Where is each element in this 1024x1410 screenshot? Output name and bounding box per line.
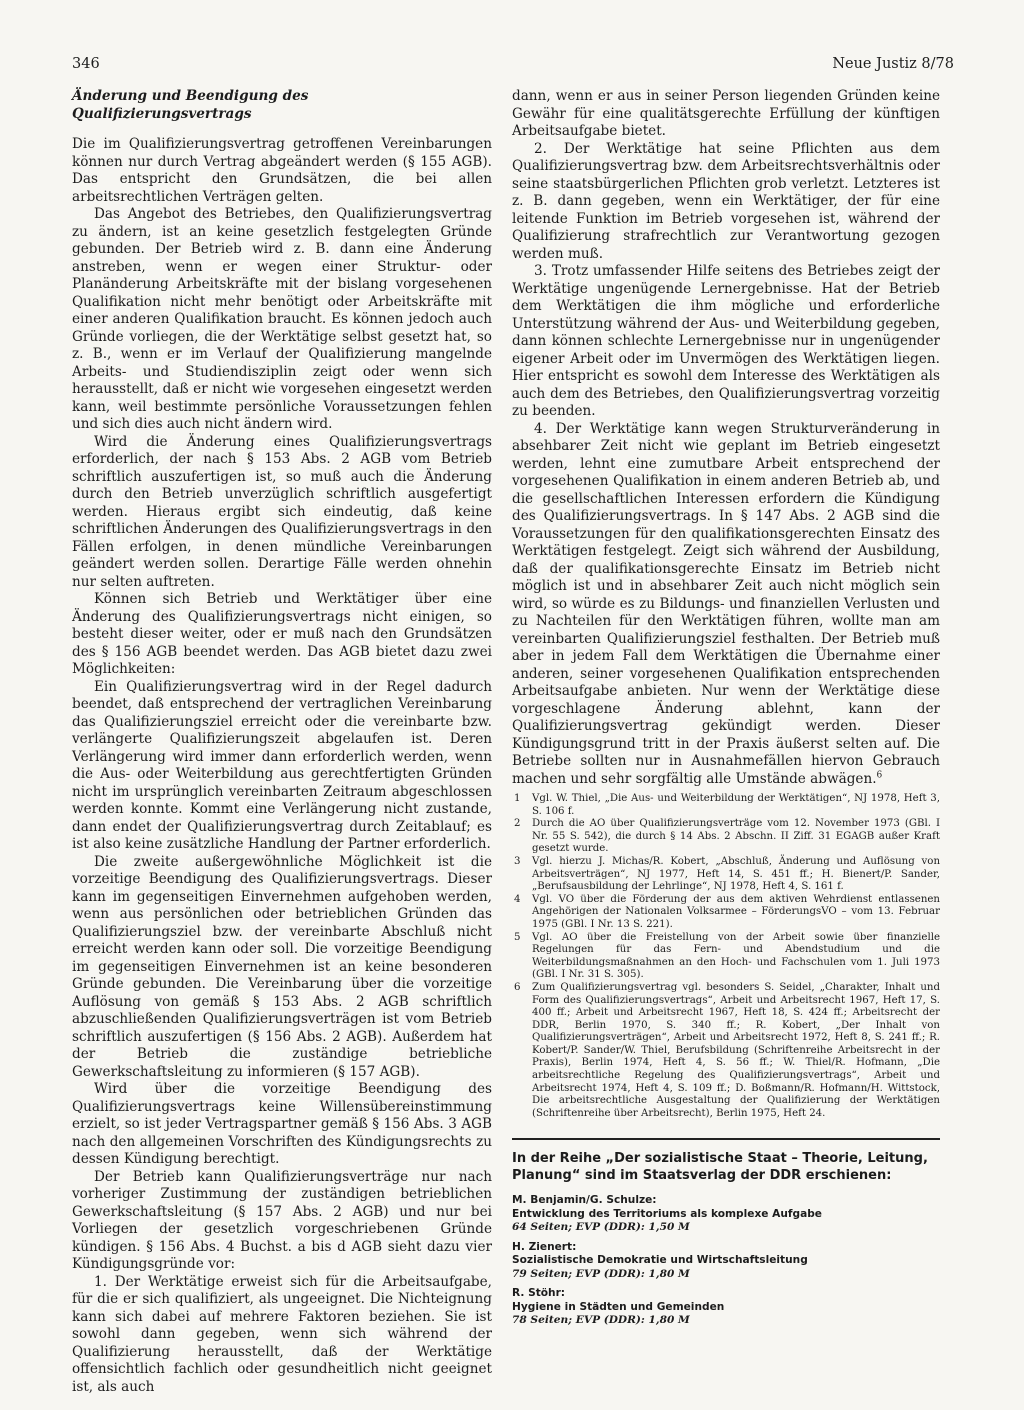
book-listing: [512, 1287, 940, 1328]
paragraph: Die im Qualifizierungsvertrag getroffenen Vereinbarungen können nur durch Vertrag abgeändert werden (§ 155 AGB). Das entspricht den Grundsätzen, die bei allen arbeitsrechtlichen Verträgen gelten.: [72, 136, 492, 205]
footnote-number: 3: [514, 855, 521, 867]
paragraph: Wird die Änderung eines Qualifizierungsvertrags erforderlich, der nach § 153 Abs. 2 AGB vom Betrieb schriftlich auszufertigen ist, so muß auch die Änderung durch den Betrieb unverzüglich schriftlich ausgefertigt werden. Hieraus ergibt sich eindeutig, daß keine schriftlichen Änderungen des Qualifizierungsvertrags in den Fällen erfolgen, in denen mündliche Vereinbarungen geändert werden sollen. Derartige Fälle werden ohnehin nur selten auftreten.: [72, 433, 492, 590]
paragraph: 2. Der Werktätige hat seine Pflichten aus dem Qualifizierungsvertrag bzw. dem Arbeitsrechtsverhältnis oder seine staatsbürgerlichen Pflichten grob verletzt. Letzteres ist z. B. dann gegeben, wenn ein Werktätiger, der für eine leitende Funktion im Betrieb vorgesehen ist, während der Qualifizierung strafrechtlich zur Verantwortung gezogen werden muß.: [512, 140, 940, 262]
paragraph: Ein Qualifizierungsvertrag wird in der Regel dadurch beendet, daß entsprechend der vertraglichen Vereinbarung das Qualifizierungsziel erreicht oder die vereinbarte bzw. verlängerte Qualifizierungszeit abgelaufen ist. Deren Verlängerung wird immer dann erforderlich werden, wenn die Aus- oder Weiterbildung aus gerechtfertigten Gründen nicht im ursprünglich vereinbarten Zeitraum abgeschlossen werden konnte. Kommt eine Verlängerung nicht zustande, dann endet der Qualifizierungsvertrag durch Zeitablauf; es ist also keine zusätzliche Handlung der Partner erforderlich.: [72, 678, 492, 852]
book-title: Entwicklung des Territoriums als komplexe Aufgabe: [512, 1207, 822, 1220]
footnote-text: Vgl. W. Thiel, „Die Aus- und Weiterbildung der Werktätigen“, NJ 1978, Heft 3, S. 106 f.: [532, 793, 940, 817]
section-heading: Änderung und Beendigung des Qualifizierungsvertrags: [72, 88, 309, 122]
paragraph: Das Angebot des Betriebes, den Qualifizierungsvertrag zu ändern, ist an keine gesetzlich festgelegten Gründe gebunden. Der Betrieb wird z. B. dann eine Änderung anstreben, wenn er wegen einer Struktur- oder Planänderung Arbeitskräfte mit der bislang vorgesehenen Qualifikation nicht mehr benötigt oder Arbeitskräfte mit einer anderen Qualifikation braucht. Es können jedoch auch Gründe vorliegen, die der Werktätige selbst gesetzt hat, so z. B., wenn er im Verlauf der Qualifizierung mangelnde Arbeits- und Studiendisziplin zeigt oder wenn sich herausstellt, daß er nicht wie vorgesehen eingesetzt werden kann, weil bestimmte persönliche Voraussetzungen fehlen und sich dies auch nicht ändern wird.: [72, 206, 492, 432]
footnote: [512, 856, 940, 894]
footnotes: [512, 793, 940, 1120]
book-listing: [512, 1194, 940, 1235]
book-listing: [512, 1241, 940, 1282]
book-price: 64 Seiten; EVP (DDR): 1,50 M: [512, 1221, 690, 1233]
book-title: Sozialistische Demokratie und Wirtschaftsleitung: [512, 1254, 808, 1266]
paragraph-text: 4. Der Werktätige kann wegen Strukturveränderung in absehbarer Zeit nicht wie geplant im Betrieb eingesetzt werden, lehnt eine zumutbare Arbeit entsprechend der vorgesehenen Qualifikation in einem anderen Betrieb ab, und die gesellschaftlichen Interessen erfordern die Kündigung des Qualifizierungsvertrags. In § 147 Abs. 2 AGB sind die Voraussetzungen für den qualifikationsgerechten Einsatz des Werktätigen festgelegt. Zeigt sich während der Ausbildung, daß der qualifikationsgerechte Einsatz im Betrieb nicht möglich ist und in absehbarer Zeit auch nicht möglich sein wird, so würde es zu Bildungs- und finanziellen Verlusten und zu Nachteilen für den Werktätigen führen, wollte man am vereinbarten Qualifizierungsziel festhalten. Der Betrieb muß aber in jedem Fall dem Werktätigen die Übernahme einer anderen, seiner vorgesehenen Qualifikation entsprechenden Arbeitsaufgabe anbieten. Nur wenn der Werktätige diese vorgeschlagene Änderung ablehnt, kann der Qualifizierungsvertrag gekündigt werden. Dieser Kündigungsgrund tritt in der Praxis äußerst selten auf. Die Betriebe sollten nur in Ausnahmefällen hiervon Gebrauch machen und sehr sorgfältig alle Umstände abwägen.: [512, 420, 940, 787]
book-author: H. Zienert:: [512, 1240, 577, 1253]
paragraph: dann, wenn er aus in seiner Person liegenden Gründen keine Gewähr für eine qualitätsgerechte Erfüllung der künftigen Arbeitsaufgabe bietet.: [512, 88, 940, 139]
right-column: [512, 88, 940, 788]
book-title: Hygiene in Städten und Gemeinden: [512, 1300, 725, 1313]
footnote-number: 6: [514, 981, 521, 993]
footnote: [512, 793, 940, 818]
book-author: R. Stöhr:: [512, 1287, 566, 1299]
paragraph: 1. Der Werktätige erweist sich für die Arbeitsaufgabe, für die er sich qualifiziert, als ungeeignet. Die Nichteignung kann sich dabei auf mehrere Faktoren beziehen. Sie ist sowohl dann gegeben, wenn sich während der Qualifizierung herausstellt, daß der Werktätige offensichtlich fachlich oder gesundheitlich nicht geeignet ist, als auch: [72, 1273, 492, 1395]
paragraph: Die zweite außergewöhnliche Möglichkeit ist die vorzeitige Beendigung des Qualifizierungsvertrags. Dieser kann im gegenseitigen Einvernehmen aufgehoben werden, wenn aus persönlichen oder betrieblichen Gründen das Qualifizierungsziel bzw. der vereinbarte Abschluß nicht erreicht werden kann oder soll. Die vorzeitige Beendigung im gegenseitigen Einvernehmen ist an keine besonderen Gründe gebunden. Die Vereinbarung über die vorzeitige Auflösung von gemäß § 153 Abs. 2 AGB schriftlich abzuschließenden Qualifizierungsverträgen ist vom Betrieb schriftlich auszufertigen (§ 156 Abs. 2 AGB). Außerdem hat der Betrieb die zuständige betriebliche Gewerkschaftsleitung zu informieren (§ 157 AGB).: [72, 853, 492, 1080]
footnote: [512, 982, 940, 1121]
page-header: [72, 56, 954, 80]
book-price: 79 Seiten; EVP (DDR): 1,80 M: [512, 1267, 690, 1280]
footnote-text: Vgl. AO über die Freistellung von der Arbeit sowie über finanzielle Regelungen für das Fern- und Abendstudium und die Weiterbildungsmaßnahmen an den Hoch- und Fachschulen vom 1. Juli 1973 (GBl. I Nr. 31 S. 305).: [532, 931, 940, 981]
footnote-number: 4: [514, 893, 521, 905]
page-number: 346: [72, 56, 100, 72]
journal-issue: Neue Justiz 8/78: [832, 56, 954, 72]
paragraph: [512, 421, 940, 789]
book-author: M. Benjamin/G. Schulze:: [512, 1194, 657, 1206]
footnote-text: Vgl. VO über die Förderung der aus dem aktiven Wehrdienst entlassenen Angehörigen der Nationalen Volksarmee – FörderungsVO – vom 13. Februar 1975 (GBl. I Nr. 13 S. 221).: [532, 893, 940, 930]
footnote-text: Vgl. hierzu J. Michas/R. Kobert, „Abschluß, Änderung und Auflösung von Arbeitsverträgen“, NJ 1977, Heft 14, S. 451 ff.; H. Bienert/P. Sander, „Berufsausbildung der Lehrlinge“, NJ 1978, Heft 4, S. 161 f.: [532, 855, 940, 893]
advert-divider: [512, 1138, 940, 1140]
footnote: [512, 894, 940, 932]
footnote: [512, 818, 940, 856]
paragraph: 3. Trotz umfassender Hilfe seitens des Betriebes zeigt der Werktätige ungenügende Lernergebnisse. Hat der Betrieb dem Werktätigen die ihm mögliche und erforderliche Unterstützung während der Aus- und Weiterbildung gegeben, dann können schlechte Lernergebnisse nur in ungenügender eigener Arbeit oder im Unvermögen des Werktätigen liegen. Hier entspricht es sowohl dem Interesse des Werktätigen als auch dem des Betriebes, den Qualifizierungsvertrag vorzeitig zu beenden.: [512, 263, 940, 419]
book-price: 78 Seiten; EVP (DDR): 1,80 M: [512, 1314, 690, 1326]
paragraph: Wird über die vorzeitige Beendigung des Qualifizierungsvertrags keine Willensübereinstimmung erzielt, so ist jeder Vertragspartner gemäß § 156 Abs. 3 AGB nach den allgemeinen Vorschriften des Kündigungsrechts zu dessen Kündigung berechtigt.: [72, 1081, 492, 1167]
paragraph: Der Betrieb kann Qualifizierungsverträge nur nach vorheriger Zustimmung der zuständigen betrieblichen Gewerkschaftsleitung (§ 157 Abs. 2 AGB) und nur bei Vorliegen der gesetzlich vorgeschriebenen Gründe kündigen. § 156 Abs. 4 Buchst. a bis d AGB sieht dazu vier Kündigungsgründe vor:: [72, 1168, 492, 1272]
footnote-mark: 6: [876, 769, 883, 780]
footnote-text: Zum Qualifizierungsvertrag vgl. besonders S. Seidel, „Charakter, Inhalt und Form des Qualifizierungsvertrags“, Arbeit und Arbeitsrecht 1967, Heft 17, S. 400 ff.; Arbeit und Arbeitsrecht 1967, Heft 18, S. 424 ff.; Arbeitsrecht der DDR, Berlin 1970, S. 340 ff.; R. Kobert, „Der Inhalt von Qualifizierungsverträgen“, Arbeit und Arbeitsrecht 1972, Heft 8, S. 241 ff.; R. Kobert/P. Sander/W. Thiel, Berufsbildung (Schriftenreihe Arbeitsrecht in der Praxis), Berlin 1974, Heft 4, S. 56 ff.; W. Thiel/R. Hofmann, „Die arbeitsrechtliche Regelung des Qualifizierungsvertrags“, Arbeit und Arbeitsrecht 1974, Heft 4, S. 109 ff.; D. Boßmann/R. Hofmann/H. Wittstock, Die arbeitsrechtliche Ausgestaltung der Qualifizierung der Werktätigen (Schriftenreihe über Arbeitsrecht), Berlin 1975, Heft 24.: [532, 981, 940, 1119]
advert-title: In der Reihe „Der sozialistische Staat – Theorie, Leitung, Planung“ sind im Staatsverlag der DDR erschienen:: [512, 1151, 928, 1183]
footnote-number: 1: [514, 793, 521, 804]
footnote: [512, 932, 940, 982]
paragraph: Können sich Betrieb und Werktätiger über eine Änderung des Qualifizierungsvertrags nicht einigen, so besteht dieser weiter, oder er muß nach den Grundsätzen des § 156 AGB beendet werden. Das AGB bietet dazu zwei Möglichkeiten:: [72, 591, 492, 677]
left-column: [72, 88, 492, 1396]
footnote-number: 2: [514, 818, 521, 830]
footnote-number: 5: [514, 931, 521, 943]
footnote-text: Durch die AO über Qualifizierungsverträge vom 12. November 1973 (GBl. I Nr. 55 S. 542), die durch § 14 Abs. 2 Abschn. II Ziff. 31 EGAGB außer Kraft gesetzt wurde.: [532, 818, 940, 855]
advertisement: [512, 1150, 940, 1334]
